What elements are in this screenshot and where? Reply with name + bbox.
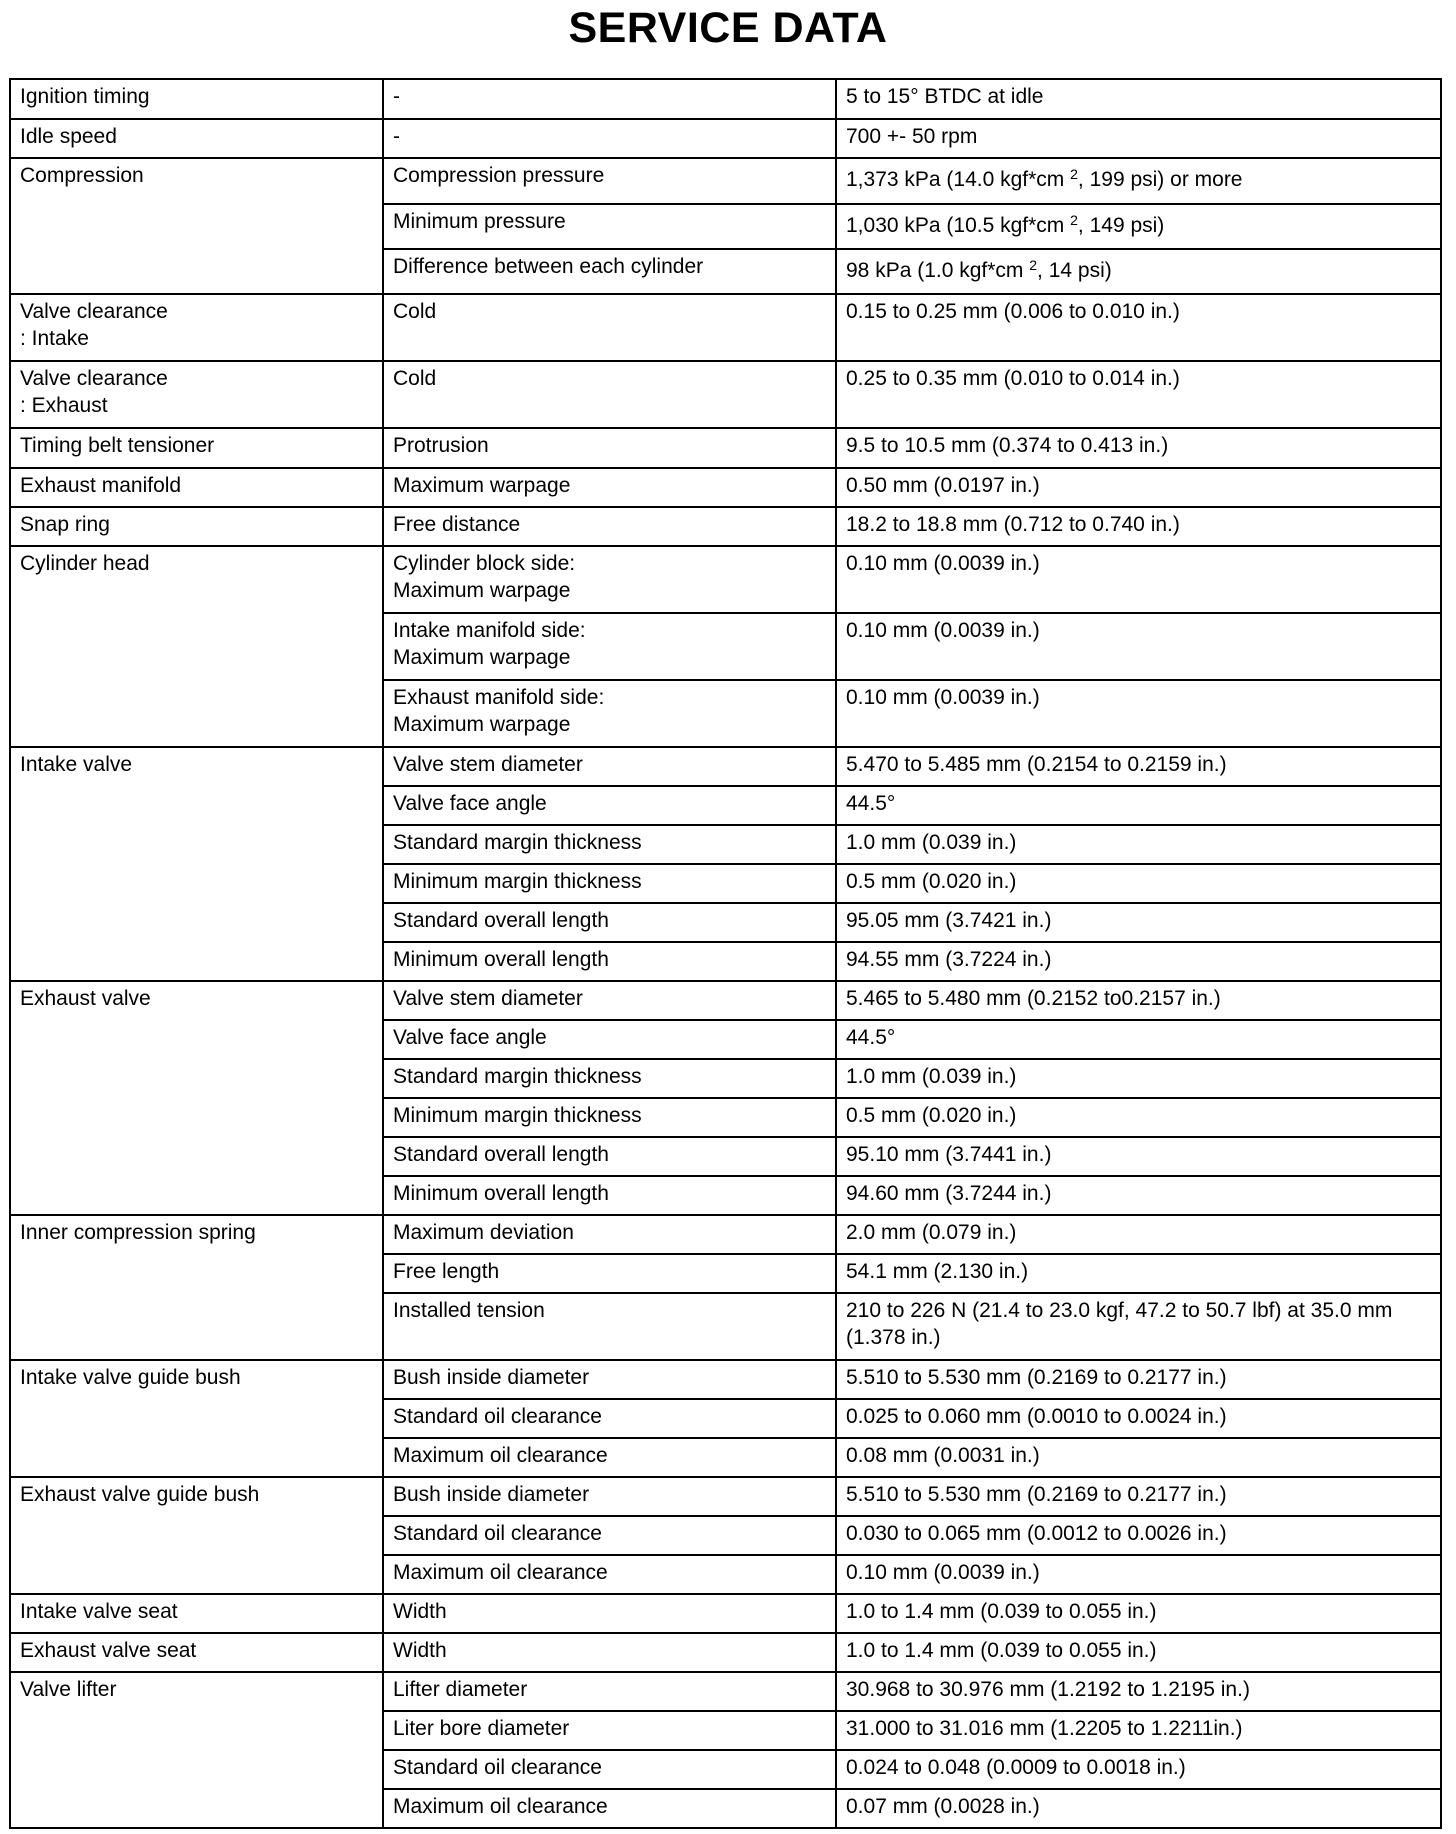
value-cell: 44.5° — [836, 1020, 1441, 1059]
value-cell: 9.5 to 10.5 mm (0.374 to 0.413 in.) — [836, 428, 1441, 468]
value-cell: 0.08 mm (0.0031 in.) — [836, 1438, 1441, 1477]
table-row — [10, 119, 1441, 158]
value-cell: 210 to 226 N (21.4 to 23.0 kgf, 47.2 to 50.7 lbf) at 35.0 mm (1.378 in.) — [836, 1293, 1441, 1360]
value-text: 98 kPa (1.0 kgf*cm — [846, 259, 1030, 282]
item-cell: Exhaust manifold side: Maximum warpage — [383, 680, 836, 747]
item-cell: Lifter diameter — [383, 1672, 836, 1711]
value-cell: 18.2 to 18.8 mm (0.712 to 0.740 in.) — [836, 507, 1441, 546]
item-cell: Minimum overall length — [383, 942, 836, 981]
item-cell: Liter bore diameter — [383, 1711, 836, 1750]
component-cell: Exhaust valve — [10, 981, 383, 1215]
value-text-suffix: , 199 psi) or more — [1077, 168, 1243, 191]
component-cell: Intake valve seat — [10, 1594, 383, 1633]
item-cell: Compression pressure — [383, 158, 836, 204]
item-cell: - — [383, 119, 836, 158]
value-cell: 0.5 mm (0.020 in.) — [836, 864, 1441, 903]
table-row — [10, 361, 1441, 428]
component-cell: Valve lifter — [10, 1672, 383, 1828]
value-cell — [836, 204, 1441, 249]
item-cell: Minimum margin thickness — [383, 864, 836, 903]
value-cell: 0.030 to 0.065 mm (0.0012 to 0.0026 in.) — [836, 1516, 1441, 1555]
item-cell: Standard margin thickness — [383, 1059, 836, 1098]
component-cell: Valve clearance : Intake — [10, 294, 383, 361]
item-cell: Valve stem diameter — [383, 747, 836, 786]
value-superscript: 2 — [1070, 166, 1078, 182]
value-cell: 1.0 to 1.4 mm (0.039 to 0.055 in.) — [836, 1594, 1441, 1633]
value-cell: 5.465 to 5.480 mm (0.2152 to0.2157 in.) — [836, 981, 1441, 1020]
value-text-suffix: , 149 psi) — [1077, 214, 1165, 237]
item-cell: Maximum deviation — [383, 1215, 836, 1254]
value-cell: 1.0 mm (0.039 in.) — [836, 1059, 1441, 1098]
value-cell: 0.5 mm (0.020 in.) — [836, 1098, 1441, 1137]
value-cell: 30.968 to 30.976 mm (1.2192 to 1.2195 in.) — [836, 1672, 1441, 1711]
item-cell: Width — [383, 1633, 836, 1672]
table-row — [10, 1594, 1441, 1633]
item-cell: Standard oil clearance — [383, 1516, 836, 1555]
page-title: SERVICE DATA — [568, 4, 888, 52]
component-cell: Intake valve guide bush — [10, 1360, 383, 1477]
table-row — [10, 1633, 1441, 1672]
item-cell: Installed tension — [383, 1293, 836, 1360]
item-cell: Minimum pressure — [383, 204, 836, 249]
table-row — [10, 428, 1441, 468]
component-cell: Idle speed — [10, 119, 383, 158]
table-row — [10, 1215, 1441, 1254]
component-cell: Exhaust manifold — [10, 468, 383, 507]
table-row — [10, 1477, 1441, 1516]
value-cell: 1.0 mm (0.039 in.) — [836, 825, 1441, 864]
item-cell: Minimum overall length — [383, 1176, 836, 1215]
item-cell: Standard margin thickness — [383, 825, 836, 864]
component-cell: Intake valve — [10, 747, 383, 981]
table-row — [10, 981, 1441, 1020]
component-cell: Timing belt tensioner — [10, 428, 383, 468]
table-row — [10, 468, 1441, 507]
item-cell: Valve face angle — [383, 1020, 836, 1059]
value-cell: 1.0 to 1.4 mm (0.039 to 0.055 in.) — [836, 1633, 1441, 1672]
component-cell: Inner compression spring — [10, 1215, 383, 1360]
value-cell: 44.5° — [836, 786, 1441, 825]
item-cell: Free distance — [383, 507, 836, 546]
table-row — [10, 79, 1441, 119]
item-cell: Bush inside diameter — [383, 1477, 836, 1516]
table-row — [10, 507, 1441, 546]
item-cell: Intake manifold side: Maximum warpage — [383, 613, 836, 680]
item-cell: Bush inside diameter — [383, 1360, 836, 1399]
service-data-table — [9, 78, 1442, 1829]
item-cell: Maximum oil clearance — [383, 1438, 836, 1477]
value-cell: 94.55 mm (3.7224 in.) — [836, 942, 1441, 981]
item-cell: Standard oil clearance — [383, 1399, 836, 1438]
value-cell: 5.510 to 5.530 mm (0.2169 to 0.2177 in.) — [836, 1477, 1441, 1516]
table-row — [10, 1672, 1441, 1711]
table-row — [10, 1360, 1441, 1399]
component-cell: Compression — [10, 158, 383, 294]
item-cell: Minimum margin thickness — [383, 1098, 836, 1137]
item-cell: Standard oil clearance — [383, 1750, 836, 1789]
value-cell: 0.25 to 0.35 mm (0.010 to 0.014 in.) — [836, 361, 1441, 428]
item-cell: Standard overall length — [383, 903, 836, 942]
value-cell: 94.60 mm (3.7244 in.) — [836, 1176, 1441, 1215]
table-row — [10, 546, 1441, 613]
component-cell: Exhaust valve guide bush — [10, 1477, 383, 1594]
value-superscript: 2 — [1029, 257, 1038, 273]
table-row — [10, 294, 1441, 361]
value-cell: 5.470 to 5.485 mm (0.2154 to 0.2159 in.) — [836, 747, 1441, 786]
item-cell: Difference between each cylinder — [383, 249, 836, 294]
item-cell: Cold — [383, 294, 836, 361]
value-cell: 0.10 mm (0.0039 in.) — [836, 546, 1441, 613]
value-cell: 95.05 mm (3.7421 in.) — [836, 903, 1441, 942]
value-cell: 0.15 to 0.25 mm (0.006 to 0.010 in.) — [836, 294, 1441, 361]
item-cell: Maximum warpage — [383, 468, 836, 507]
value-cell: 0.50 mm (0.0197 in.) — [836, 468, 1441, 507]
value-superscript: 2 — [1070, 212, 1078, 228]
item-cell: Cylinder block side: Maximum warpage — [383, 546, 836, 613]
value-cell — [836, 249, 1441, 294]
value-cell: 31.000 to 31.016 mm (1.2205 to 1.2211in.) — [836, 1711, 1441, 1750]
item-cell: - — [383, 79, 836, 119]
item-cell: Free length — [383, 1254, 836, 1293]
value-cell: 700 +- 50 rpm — [836, 119, 1441, 158]
value-cell: 0.07 mm (0.0028 in.) — [836, 1789, 1441, 1828]
item-cell: Valve stem diameter — [383, 981, 836, 1020]
value-cell: 0.10 mm (0.0039 in.) — [836, 1555, 1441, 1594]
value-text-suffix: , 14 psi) — [1037, 259, 1112, 282]
value-text: 1,030 kPa (10.5 kgf*cm — [846, 214, 1071, 237]
component-cell: Snap ring — [10, 507, 383, 546]
component-cell: Exhaust valve seat — [10, 1633, 383, 1672]
value-cell: 0.10 mm (0.0039 in.) — [836, 613, 1441, 680]
service-data-table-body — [10, 79, 1441, 1828]
item-cell: Protrusion — [383, 428, 836, 468]
item-cell: Standard overall length — [383, 1137, 836, 1176]
value-cell: 95.10 mm (3.7441 in.) — [836, 1137, 1441, 1176]
component-cell: Valve clearance : Exhaust — [10, 361, 383, 428]
value-cell: 0.10 mm (0.0039 in.) — [836, 680, 1441, 747]
value-cell: 5 to 15° BTDC at idle — [836, 79, 1441, 119]
table-row — [10, 158, 1441, 204]
table-row — [10, 747, 1441, 786]
value-cell — [836, 158, 1441, 204]
component-cell: Ignition timing — [10, 79, 383, 119]
item-cell: Cold — [383, 361, 836, 428]
value-cell: 0.024 to 0.048 (0.0009 to 0.0018 in.) — [836, 1750, 1441, 1789]
item-cell: Valve face angle — [383, 786, 836, 825]
component-cell: Cylinder head — [10, 546, 383, 747]
value-text: 1,373 kPa (14.0 kgf*cm — [846, 168, 1071, 191]
item-cell: Maximum oil clearance — [383, 1789, 836, 1828]
item-cell: Width — [383, 1594, 836, 1633]
value-cell: 2.0 mm (0.079 in.) — [836, 1215, 1441, 1254]
item-cell: Maximum oil clearance — [383, 1555, 836, 1594]
value-cell: 54.1 mm (2.130 in.) — [836, 1254, 1441, 1293]
value-cell: 0.025 to 0.060 mm (0.0010 to 0.0024 in.) — [836, 1399, 1441, 1438]
value-cell: 5.510 to 5.530 mm (0.2169 to 0.2177 in.) — [836, 1360, 1441, 1399]
